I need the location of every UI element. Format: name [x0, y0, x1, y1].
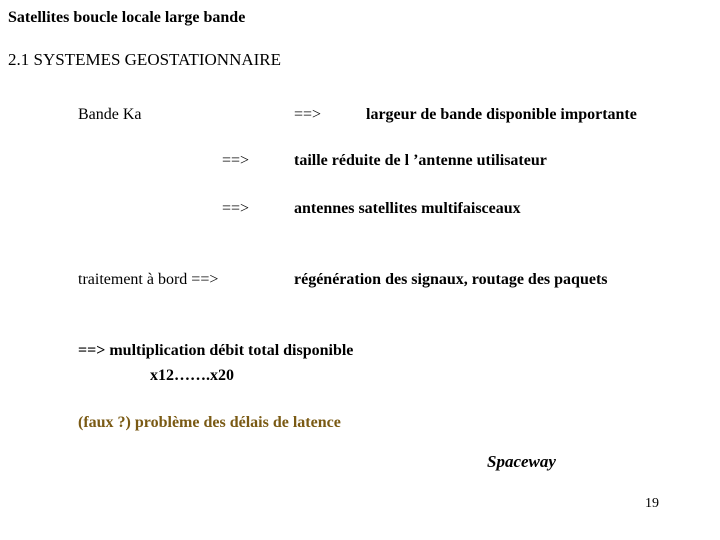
row-1-arrow: ==>: [294, 106, 322, 123]
header-title: Satellites boucle locale large bande: [8, 9, 246, 26]
row-1-label: Bande Ka: [78, 106, 142, 123]
row-2-text: taille réduite de l ’antenne utilisateur: [294, 152, 547, 169]
section-title: 2.1 SYSTEMES GEOSTATIONNAIRE: [8, 50, 282, 69]
latency-note: (faux ?) problème des délais de latence: [78, 414, 341, 431]
row-2-arrow: ==>: [222, 152, 250, 169]
row-3-text: antennes satellites multifaisceaux: [294, 200, 521, 217]
row-1-text: largeur de bande disponible importante: [366, 106, 637, 123]
row-3-arrow: ==>: [222, 200, 250, 217]
page-number: 19: [645, 496, 659, 511]
multiplication-factor: x12…….x20: [150, 367, 234, 384]
row-4-text: régénération des signaux, routage des paquets: [294, 271, 608, 288]
spaceway-label: Spaceway: [487, 452, 556, 471]
row-4-label: traitement à bord ==>: [78, 271, 219, 288]
multiplication-line: ==> multiplication débit total disponible: [78, 342, 354, 359]
